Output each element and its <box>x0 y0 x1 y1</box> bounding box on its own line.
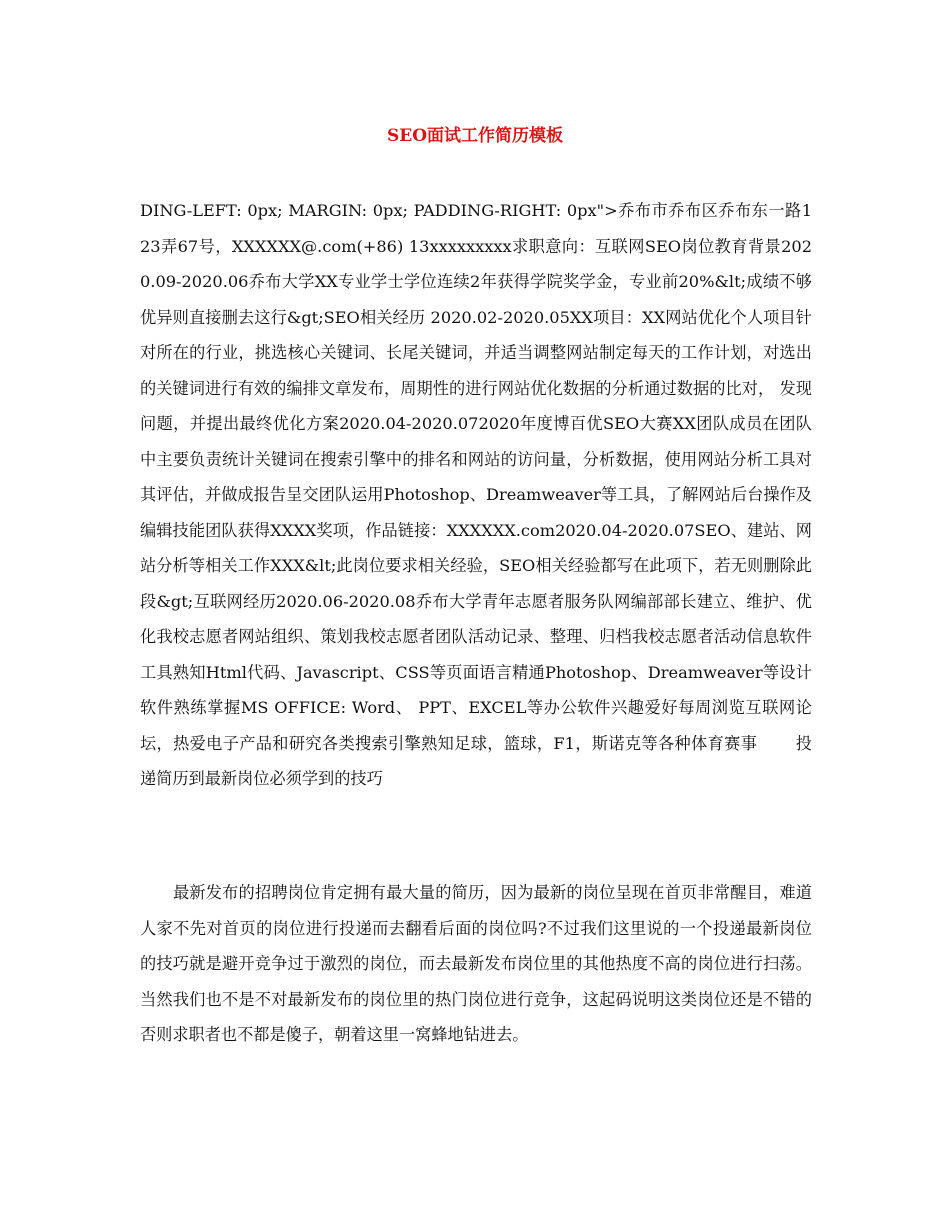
body-paragraph-1: DING-LEFT: 0px; MARGIN: 0px; PADDING-RIGHT: 0px">乔布市乔布区乔布东一路123弄67号，XXXXXX@.com(+86) 13xxxxxxxxx求职意向：互联网SEO岗位教育背景2020.09-2020.06乔布大学XX专业学士学位连续2年获得学院奖学金，专业前20%&lt;成绩不够优异则直接删去这行&gt;SEO相关经历 2020.02-2020.05XX项目：XX网站优化个人项目针对所在的行业，挑选核心关键词、长尾关键词，并适当调整网站制定每天的工作计划，对选出的关键词进行有效的编排文章发布，周期性的进行网站优化数据的分析通过数据的比对， 发现问题，并提出最终优化方案2020.04-2020.072020年度博百优SEO大赛XX团队成员在团队中主要负责统计关键词在搜索引擎中的排名和网站的访问量，分析数据，使用网站分析工具对其评估，并做成报告呈交团队运用Photoshop、Dreamweaver等工具，了解网站后台操作及编辑技能团队获得XXXX奖项，作品链接：XXXXXX.com2020.04-2020.07SEO、建站、网站分析等相关工作XXX&lt;此岗位要求相关经验，SEO相关经验都写在此项下，若无则删除此段&gt;互联网经历2020.06-2020.08乔布大学青年志愿者服务队网编部部长建立、维护、优化我校志愿者网站组织、策划我校志愿者团队活动记录、整理、归档我校志愿者活动信息软件工具熟知Html代码、Javascript、CSS等页面语言精通Photoshop、Dreamweaver等设计软件熟练掌握MS OFFICE: Word、 PPT、EXCEL等办公软件兴趣爱好每周浏览互联网论坛，热爱电子产品和研究各类搜索引擎熟知足球，篮球，F1，斯诺克等各种体育赛事 投递简历到最新岗位必须学到的技巧 <box>140 201 812 788</box>
body-paragraph-2: 最新发布的招聘岗位肯定拥有最大量的简历，因为最新的岗位呈现在首页非常醒目，难道人家不先对首页的岗位进行投递而去翻看后面的岗位吗?不过我们这里说的一个投递最新岗位的技巧就是避开竞争过于激烈的岗位，而去最新发布岗位里的其他热度不高的岗位进行扫荡。当然我们也不是不对最新发布的岗位里的热门岗位进行竞争，这起码说明这类岗位还是不错的否则求职者也不都是傻子，朝着这里一窝蜂地钻进去。 <box>140 883 812 1044</box>
document-title: SEO面试工作简历模板 <box>386 126 564 146</box>
